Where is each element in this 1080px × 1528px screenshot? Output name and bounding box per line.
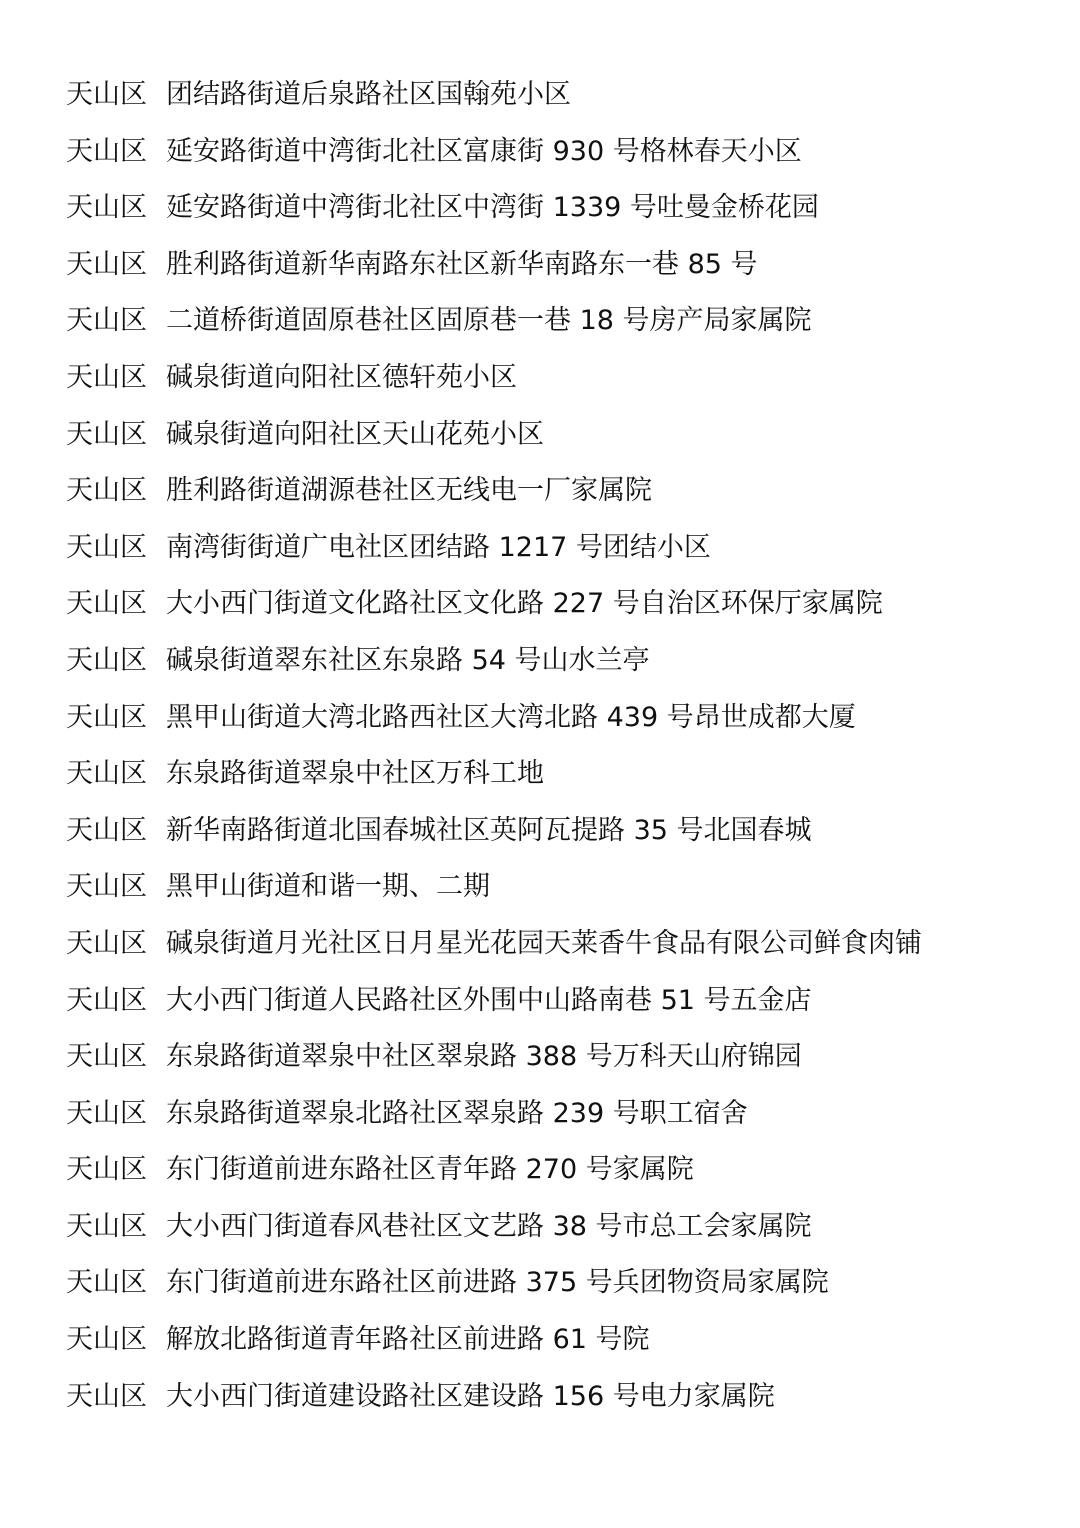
list-item <box>66 1032 1056 1089</box>
address-text: 东门街道前进东路社区前进路 375 号兵团物资局家属院 <box>166 1267 829 1299</box>
district-label: 天山区 <box>66 871 147 903</box>
district-label: 天山区 <box>66 305 147 337</box>
address-text: 大小西门街道人民路社区外围中山路南巷 51 号五金店 <box>166 984 812 1016</box>
district-label: 天山区 <box>66 814 147 846</box>
district-label: 天山区 <box>66 531 147 563</box>
list-item <box>66 976 1056 1033</box>
list-item <box>66 806 1056 863</box>
list-item <box>66 353 1056 410</box>
address-text: 东泉路街道翠泉中社区翠泉路 388 号万科天山府锦园 <box>166 1041 802 1073</box>
district-label: 天山区 <box>66 701 147 733</box>
address-text: 南湾街街道广电社区团结路 1217 号团结小区 <box>166 531 711 563</box>
address-text: 东门街道前进东路社区青年路 270 号家属院 <box>166 1154 694 1186</box>
address-text: 大小西门街道建设路社区建设路 156 号电力家属院 <box>166 1380 775 1412</box>
list-item <box>66 127 1056 184</box>
address-text: 东泉路街道翠泉中社区万科工地 <box>166 758 544 790</box>
district-label: 天山区 <box>66 361 147 393</box>
address-text: 东泉路街道翠泉北路社区翠泉路 239 号职工宿舍 <box>166 1097 748 1129</box>
address-text: 碱泉街道翠东社区东泉路 54 号山水兰亭 <box>166 644 650 676</box>
address-text: 二道桥街道固原巷社区固原巷一巷 18 号房产局家属院 <box>166 305 812 337</box>
list-item <box>66 579 1056 636</box>
address-text: 解放北路街道青年路社区前进路 61 号院 <box>166 1324 650 1356</box>
district-label: 天山区 <box>66 1210 147 1242</box>
district-label: 天山区 <box>66 1097 147 1129</box>
list-item <box>66 523 1056 580</box>
list-item <box>66 1089 1056 1146</box>
district-label: 天山区 <box>66 1324 147 1356</box>
list-item <box>66 183 1056 240</box>
address-text: 团结路街道后泉路社区国翰苑小区 <box>166 79 571 110</box>
district-label: 天山区 <box>66 1154 147 1186</box>
address-text: 碱泉街道向阳社区天山花苑小区 <box>166 418 544 450</box>
district-label: 天山区 <box>66 984 147 1016</box>
list-item <box>66 1258 1056 1315</box>
address-text: 大小西门街道文化路社区文化路 227 号自治区环保厅家属院 <box>166 588 883 620</box>
district-label: 天山区 <box>66 418 147 450</box>
district-label: 天山区 <box>66 79 147 110</box>
address-text: 黑甲山街道和谐一期、二期 <box>166 871 490 903</box>
address-text: 延安路街道中湾街北社区中湾街 1339 号吐曼金桥花园 <box>166 192 819 224</box>
list-item <box>66 862 1056 919</box>
district-label: 天山区 <box>66 644 147 676</box>
list-item <box>66 749 1056 806</box>
district-label: 天山区 <box>66 1380 147 1412</box>
address-text: 胜利路街道新华南路东社区新华南路东一巷 85 号 <box>166 248 758 280</box>
address-text: 新华南路街道北国春城社区英阿瓦提路 35 号北国春城 <box>166 814 812 846</box>
list-item <box>66 693 1056 750</box>
address-text: 延安路街道中湾街北社区富康街 930 号格林春天小区 <box>166 135 802 167</box>
list-item <box>66 636 1056 693</box>
list-item <box>66 919 1056 976</box>
district-label: 天山区 <box>66 758 147 790</box>
address-text: 大小西门街道春风巷社区文艺路 38 号市总工会家属院 <box>166 1210 812 1242</box>
list-item <box>66 296 1056 353</box>
list-item <box>66 240 1056 297</box>
list-item <box>66 466 1056 523</box>
address-text: 黑甲山街道大湾北路西社区大湾北路 439 号昂世成都大厦 <box>166 701 856 733</box>
district-label: 天山区 <box>66 1267 147 1299</box>
list-item <box>66 1315 1056 1372</box>
list-item <box>66 1372 1056 1429</box>
address-text: 碱泉街道月光社区日月星光花园天莱香牛食品有限公司鲜食肉铺 <box>166 927 922 959</box>
district-label: 天山区 <box>66 135 147 167</box>
list-item <box>66 70 1056 127</box>
address-text: 碱泉街道向阳社区德轩苑小区 <box>166 361 517 393</box>
list-item <box>66 410 1056 467</box>
district-label: 天山区 <box>66 588 147 620</box>
district-label: 天山区 <box>66 248 147 280</box>
district-label: 天山区 <box>66 1041 147 1073</box>
list-item <box>66 1202 1056 1259</box>
district-label: 天山区 <box>66 475 147 507</box>
district-label: 天山区 <box>66 927 147 959</box>
address-text: 胜利路街道湖源巷社区无线电一厂家属院 <box>166 475 652 507</box>
address-list <box>66 70 1056 1428</box>
district-label: 天山区 <box>66 192 147 224</box>
list-item <box>66 1145 1056 1202</box>
